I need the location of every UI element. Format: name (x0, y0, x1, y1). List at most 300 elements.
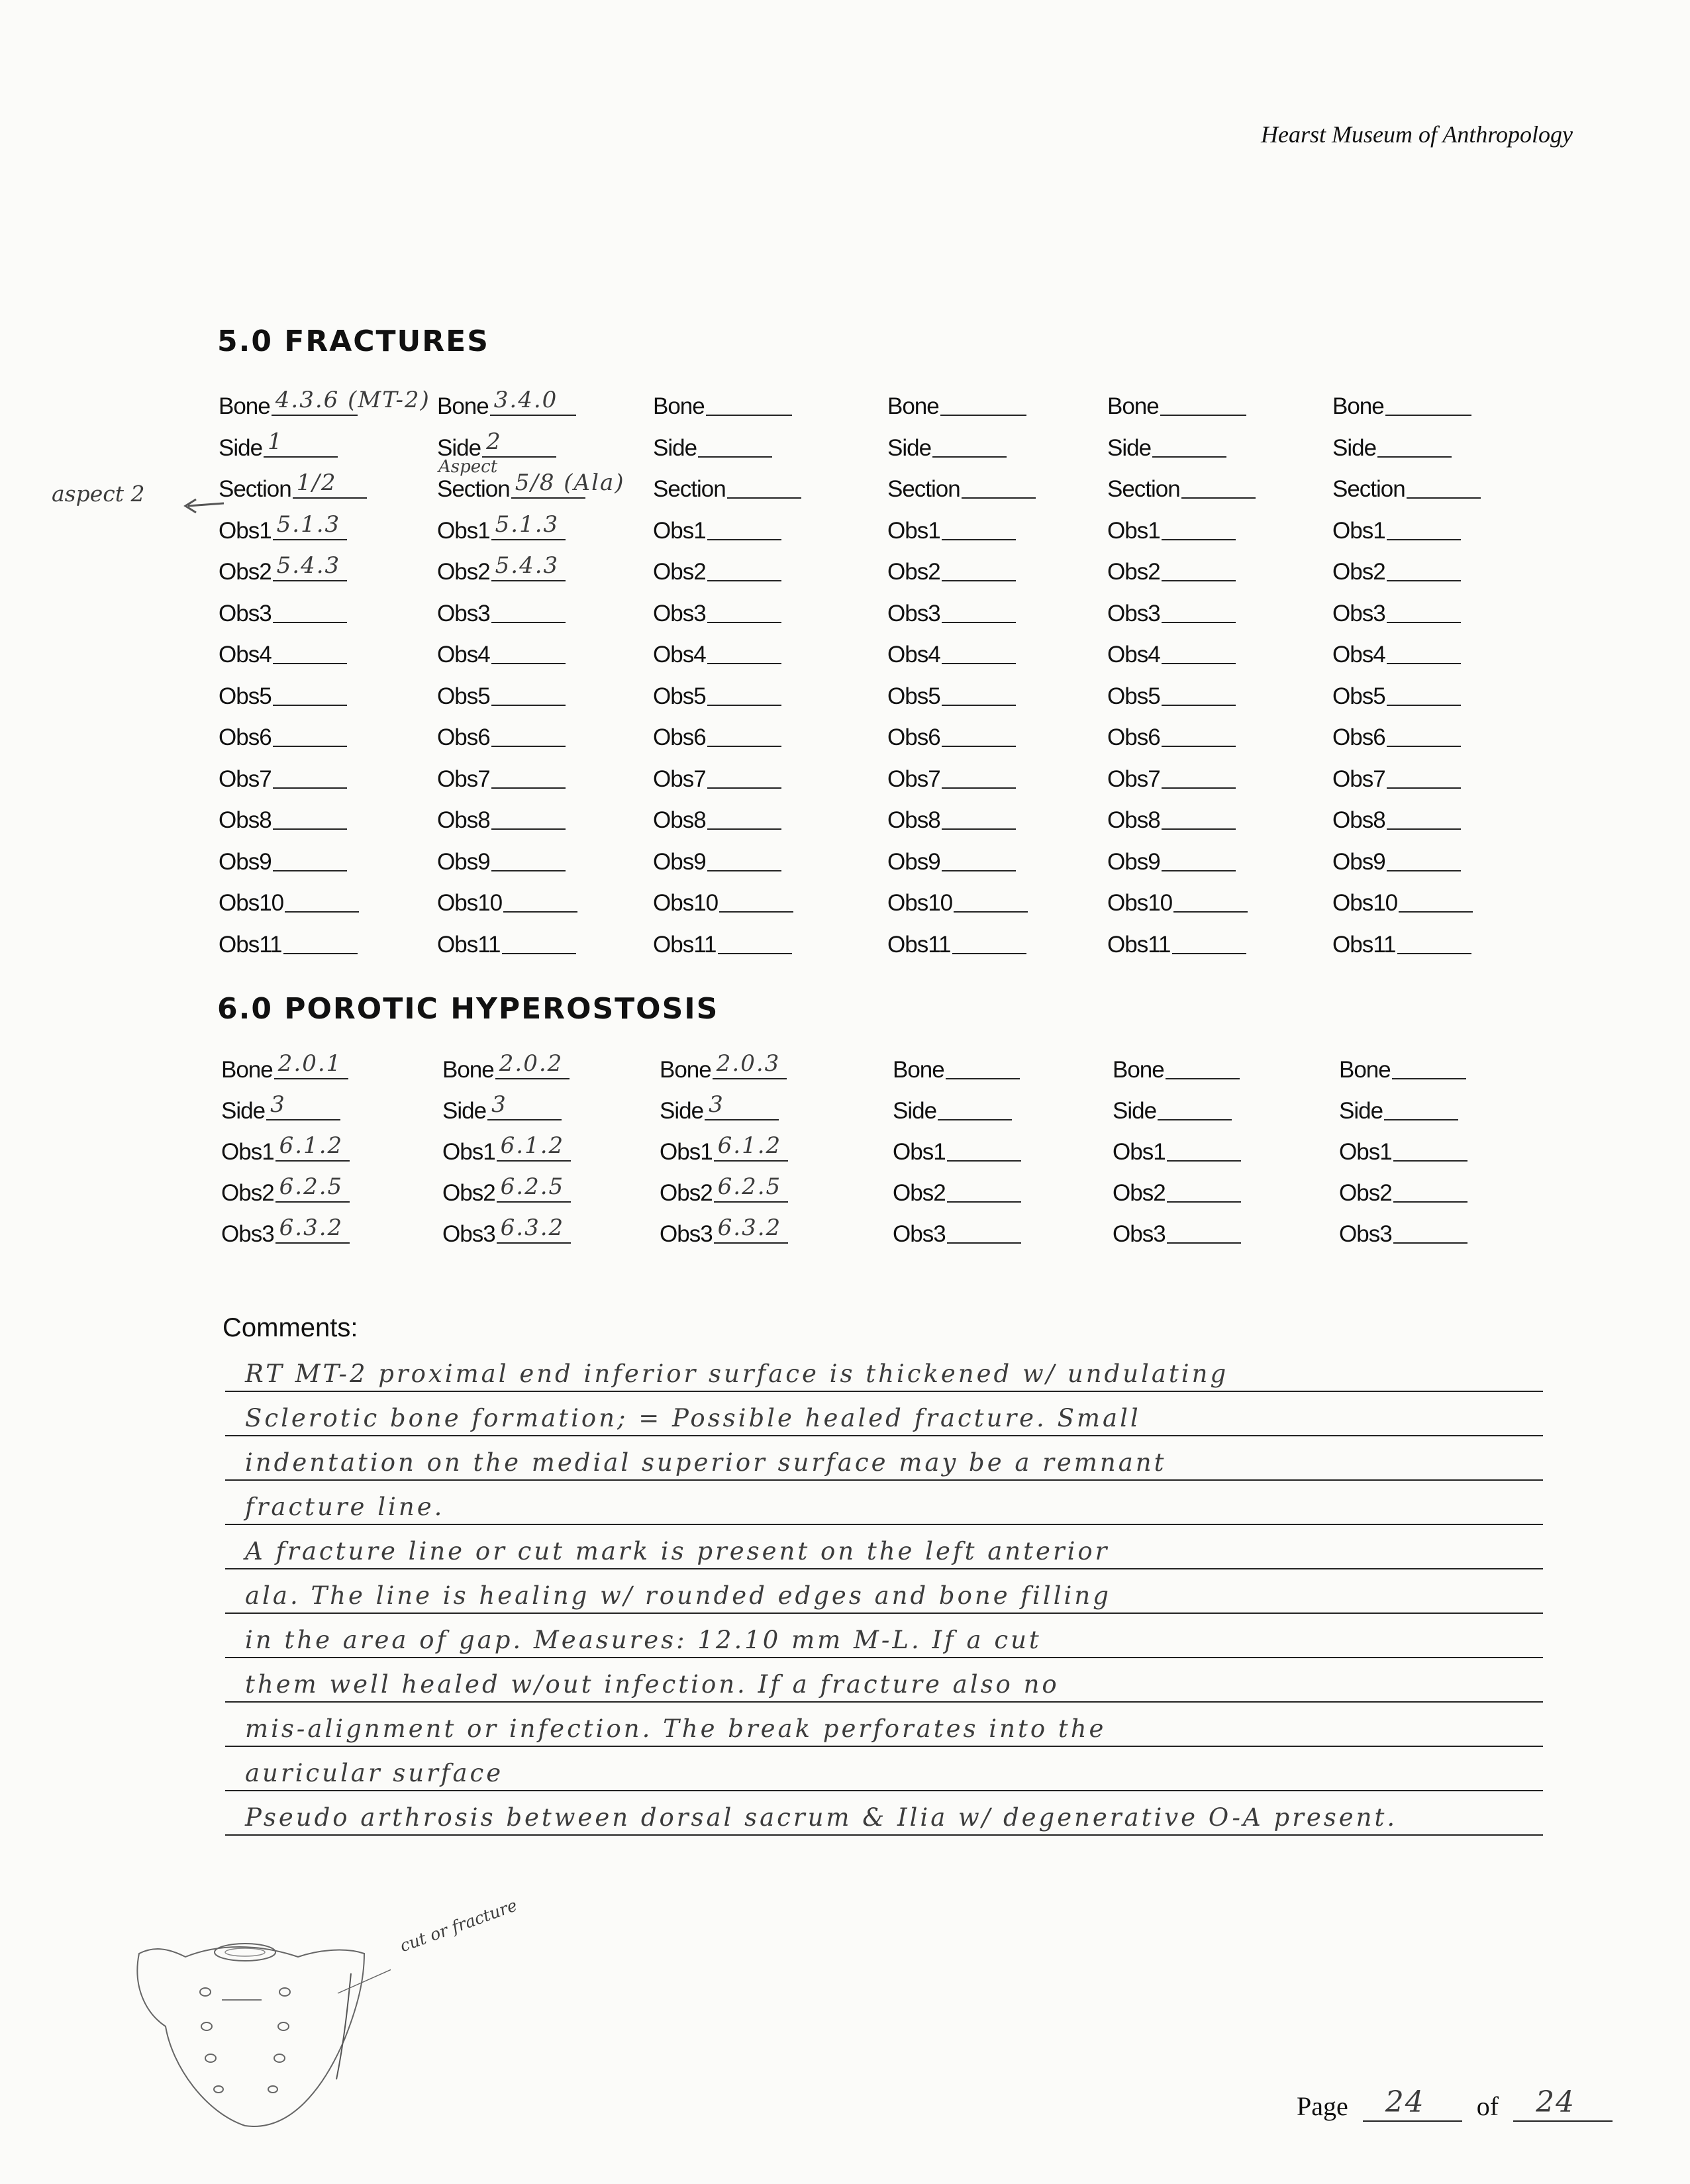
field-label: Obs1 (1332, 517, 1385, 544)
field-blank[interactable] (283, 924, 358, 954)
fractures-field-obs4 (653, 634, 781, 671)
fractures-field-section (653, 468, 801, 505)
field-blank[interactable] (1181, 468, 1256, 499)
page-number: 24 (1385, 2085, 1425, 2119)
field-blank[interactable] (491, 717, 566, 747)
field-blank[interactable] (1397, 924, 1471, 954)
field-label: Obs3 (221, 1221, 274, 1247)
field-blank[interactable] (490, 385, 576, 416)
field-blank[interactable] (954, 882, 1028, 913)
field-label: Side (1113, 1098, 1157, 1124)
fractures-field-obs10 (1107, 882, 1248, 919)
field-blank[interactable] (272, 385, 430, 416)
field-label: Obs7 (1332, 766, 1385, 792)
field-label: Obs3 (1332, 600, 1385, 626)
field-blank[interactable] (1162, 799, 1236, 830)
field-blank[interactable] (707, 593, 781, 623)
field-blank[interactable] (1167, 1131, 1241, 1162)
fractures-field-section (887, 468, 1036, 505)
field-blank[interactable] (1387, 634, 1461, 664)
field-label: Bone (1107, 393, 1159, 419)
fractures-field-obs5 (219, 675, 347, 713)
handwritten-value: 6.2.5 (717, 1173, 782, 1200)
field-blank[interactable] (273, 634, 347, 664)
comment-line (225, 1749, 1543, 1791)
field-blank[interactable] (707, 634, 781, 664)
field-blank[interactable] (707, 551, 781, 581)
handwritten-value: 4.3.6 (MT-2) (275, 387, 430, 413)
field-blank[interactable] (707, 675, 781, 706)
field-label: Obs7 (1107, 766, 1160, 792)
fractures-field-obs8 (219, 799, 347, 836)
field-blank[interactable] (947, 1213, 1021, 1244)
fractures-field-obs4 (437, 634, 566, 671)
field-blank[interactable] (273, 717, 347, 747)
fractures-field-obs11 (653, 924, 792, 961)
field-blank[interactable] (947, 1131, 1021, 1162)
field-blank[interactable] (1385, 385, 1471, 416)
field-blank[interactable] (274, 1049, 348, 1079)
field-blank[interactable] (1399, 882, 1473, 913)
field-label: Bone (893, 1057, 944, 1083)
field-blank[interactable] (1162, 758, 1236, 789)
field-label: Obs3 (437, 600, 490, 626)
field-blank[interactable] (1387, 675, 1461, 706)
field-label: Obs5 (1107, 683, 1160, 709)
field-blank[interactable] (1162, 675, 1236, 706)
handwritten-comment: them well healed w/out infection. If a fracture also no (245, 1670, 1060, 1699)
field-label: Obs10 (437, 890, 503, 916)
fractures-field-obs2 (653, 551, 781, 588)
handwritten-comment: auricular surface (245, 1759, 504, 1787)
page-total: 24 (1536, 2085, 1576, 2119)
fractures-field-obs2 (437, 551, 566, 588)
field-label: Obs9 (887, 848, 940, 875)
field-blank[interactable] (1167, 1172, 1241, 1203)
field-label: Obs8 (219, 807, 272, 833)
fractures-field-obs9 (1332, 841, 1461, 878)
field-blank[interactable] (497, 1213, 571, 1244)
fractures-field-side (1332, 427, 1452, 464)
field-blank[interactable] (266, 1090, 340, 1120)
field-blank[interactable] (946, 1049, 1020, 1079)
field-blank[interactable] (718, 924, 792, 954)
field-blank[interactable] (273, 675, 347, 706)
field-label: Obs8 (1332, 807, 1385, 833)
field-label: Obs10 (887, 890, 953, 916)
fractures-field-obs2 (887, 551, 1016, 588)
field-blank[interactable] (497, 1172, 571, 1203)
field-label: Side (893, 1098, 937, 1124)
field-blank[interactable] (1172, 924, 1246, 954)
field-blank[interactable] (942, 675, 1016, 706)
field-blank[interactable] (938, 1090, 1012, 1120)
field-label: Bone (442, 1057, 494, 1083)
fractures-field-obs10 (1332, 882, 1473, 919)
field-blank[interactable] (727, 468, 801, 499)
field-blank[interactable] (1166, 1049, 1240, 1079)
porotic-field-side (1339, 1090, 1458, 1127)
field-label: Bone (219, 393, 270, 419)
field-blank[interactable] (719, 882, 793, 913)
field-label: Obs8 (437, 807, 490, 833)
fractures-field-obs11 (887, 924, 1026, 961)
field-label: Obs9 (653, 848, 706, 875)
field-label: Bone (1332, 393, 1384, 419)
handwritten-value: 6.3.2 (717, 1215, 782, 1241)
field-blank[interactable] (707, 841, 781, 871)
fractures-field-obs3 (653, 593, 781, 630)
handwritten-value: 5/8 (Ala) (515, 470, 625, 496)
fractures-field-section (1332, 468, 1481, 505)
fractures-field-obs5 (1332, 675, 1461, 713)
fractures-field-obs11 (437, 924, 576, 961)
field-blank[interactable] (273, 841, 347, 871)
aspect-above-note: Aspect (438, 457, 498, 477)
field-blank[interactable] (713, 1049, 787, 1079)
fractures-field-obs3 (437, 593, 566, 630)
field-label: Obs9 (1332, 848, 1385, 875)
field-blank[interactable] (714, 1131, 788, 1162)
field-blank[interactable] (511, 468, 625, 499)
fractures-field-obs4 (1107, 634, 1236, 671)
fractures-field-obs7 (437, 758, 566, 795)
field-label: Obs2 (1332, 559, 1385, 585)
field-blank[interactable] (491, 758, 566, 789)
fractures-field-obs8 (1332, 799, 1461, 836)
field-blank[interactable] (714, 1172, 788, 1203)
porotic-field-bone (221, 1049, 348, 1086)
field-blank[interactable] (502, 924, 576, 954)
field-blank[interactable] (1162, 717, 1236, 747)
comment-line (225, 1660, 1543, 1703)
field-label: Obs1 (1113, 1139, 1166, 1165)
field-blank[interactable] (491, 799, 566, 830)
field-blank[interactable] (1158, 1090, 1232, 1120)
field-label: Side (219, 434, 263, 461)
field-blank[interactable] (932, 427, 1007, 458)
field-blank[interactable] (285, 882, 359, 913)
field-blank[interactable] (707, 510, 781, 540)
field-blank[interactable] (1162, 841, 1236, 871)
field-blank[interactable] (275, 1172, 350, 1203)
handwritten-value: 6.3.2 (279, 1215, 344, 1241)
handwritten-comment: RT MT-2 proximal end inferior surface is thickened w/ undulating (245, 1360, 1229, 1388)
fractures-field-obs6 (887, 717, 1016, 754)
field-blank[interactable] (1173, 882, 1248, 913)
field-label: Obs7 (437, 766, 490, 792)
fractures-field-obs2 (1107, 551, 1236, 588)
field-blank[interactable] (707, 799, 781, 830)
of-label: of (1476, 2091, 1499, 2121)
field-label: Obs1 (887, 517, 940, 544)
fractures-field-obs1 (887, 510, 1016, 547)
field-blank[interactable] (707, 717, 781, 747)
field-blank[interactable] (491, 841, 566, 871)
field-label: Obs1 (893, 1139, 946, 1165)
field-label: Obs2 (660, 1180, 713, 1206)
comment-line (225, 1483, 1543, 1525)
porotic-field-bone (1339, 1049, 1466, 1086)
handwritten-value: 6.3.2 (500, 1215, 565, 1241)
handwritten-value: 3 (491, 1091, 507, 1118)
field-blank[interactable] (940, 385, 1026, 416)
fractures-title: 5.0 FRACTURES (217, 324, 489, 358)
field-blank[interactable] (707, 758, 781, 789)
field-label: Section (653, 476, 726, 502)
field-blank[interactable] (293, 468, 367, 499)
field-label: Obs2 (442, 1180, 495, 1206)
fractures-field-obs5 (653, 675, 781, 713)
field-blank[interactable] (942, 841, 1016, 871)
porotic-field-side (442, 1090, 562, 1127)
field-blank[interactable] (1387, 717, 1461, 747)
field-label: Obs11 (437, 931, 501, 958)
fractures-field-bone (219, 385, 430, 422)
fractures-field-obs1 (219, 510, 347, 547)
field-blank[interactable] (1392, 1049, 1466, 1079)
field-label: Side (1332, 434, 1377, 461)
field-label: Bone (437, 393, 489, 419)
handwritten-comment: mis-alignment or infection. The break perforates into the (245, 1714, 1107, 1743)
field-label: Obs9 (437, 848, 490, 875)
field-label: Section (437, 476, 510, 502)
field-blank[interactable] (275, 1131, 350, 1162)
field-blank[interactable] (1387, 551, 1461, 581)
porotic-field-side (893, 1090, 1012, 1127)
field-blank[interactable] (698, 427, 772, 458)
field-blank[interactable] (942, 551, 1016, 581)
porotic-field-obs2 (1339, 1172, 1467, 1209)
fractures-field-obs8 (437, 799, 566, 836)
fractures-field-obs1 (1107, 510, 1236, 547)
fractures-field-bone (1332, 385, 1471, 422)
field-label: Obs2 (1107, 559, 1160, 585)
porotic-field-obs1 (442, 1131, 571, 1168)
handwritten-value: 3.4.0 (493, 387, 558, 413)
field-label: Obs5 (1332, 683, 1385, 709)
field-blank[interactable] (942, 758, 1016, 789)
field-blank[interactable] (947, 1172, 1021, 1203)
field-blank[interactable] (1387, 841, 1461, 871)
field-label: Obs4 (219, 642, 272, 668)
fractures-field-obs5 (887, 675, 1016, 713)
field-label: Obs6 (653, 724, 706, 750)
field-label: Obs3 (219, 600, 272, 626)
field-blank[interactable] (491, 551, 566, 581)
field-blank[interactable] (942, 717, 1016, 747)
handwritten-value: 6.2.5 (279, 1173, 344, 1200)
handwritten-value: 6.1.2 (717, 1132, 782, 1159)
aspect-margin-note: aspect 2 (52, 481, 145, 507)
field-label: Obs10 (219, 890, 284, 916)
porotic-field-obs3 (660, 1213, 788, 1250)
field-blank[interactable] (273, 593, 347, 623)
field-label: Obs1 (219, 517, 272, 544)
field-blank[interactable] (491, 510, 566, 540)
fractures-field-obs1 (1332, 510, 1461, 547)
field-blank[interactable] (962, 468, 1036, 499)
handwritten-comment: A fracture line or cut mark is present on the left anterior (245, 1537, 1110, 1565)
arrow-left-icon (183, 495, 225, 515)
field-label: Obs9 (219, 848, 272, 875)
porotic-field-obs3 (1113, 1213, 1241, 1250)
fractures-field-obs2 (219, 551, 347, 588)
field-blank[interactable] (1167, 1213, 1241, 1244)
fractures-field-obs8 (1107, 799, 1236, 836)
field-label: Section (219, 476, 291, 502)
field-blank[interactable] (942, 799, 1016, 830)
field-label: Obs5 (653, 683, 706, 709)
field-label: Obs10 (653, 890, 719, 916)
fractures-field-obs10 (653, 882, 793, 919)
porotic-field-obs1 (660, 1131, 788, 1168)
field-blank[interactable] (487, 1090, 562, 1120)
field-label: Side (660, 1098, 704, 1124)
field-blank[interactable] (273, 799, 347, 830)
field-label: Obs4 (887, 642, 940, 668)
field-label: Obs3 (893, 1221, 946, 1247)
handwritten-value: 5.4.3 (276, 552, 341, 579)
field-label: Bone (653, 393, 705, 419)
field-blank[interactable] (1162, 593, 1236, 623)
fractures-field-obs1 (437, 510, 566, 547)
field-blank[interactable] (273, 551, 347, 581)
field-blank[interactable] (1387, 593, 1461, 623)
field-label: Obs1 (660, 1139, 713, 1165)
porotic-field-bone (442, 1049, 570, 1086)
handwritten-comment: in the area of gap. Measures: 12.10 mm M-L. If a cut (245, 1626, 1042, 1654)
field-blank[interactable] (273, 510, 347, 540)
field-blank[interactable] (1407, 468, 1481, 499)
field-label: Obs11 (887, 931, 951, 958)
fractures-field-obs7 (1332, 758, 1461, 795)
porotic-field-bone (1113, 1049, 1240, 1086)
field-label: Side (1107, 434, 1152, 461)
comments-label: Comments: (223, 1313, 358, 1342)
porotic-field-obs1 (1339, 1131, 1467, 1168)
porotic-field-obs3 (1339, 1213, 1467, 1250)
field-blank[interactable] (497, 1131, 571, 1162)
field-label: Side (437, 434, 481, 461)
field-blank[interactable] (491, 634, 566, 664)
field-label: Obs10 (1332, 890, 1398, 916)
sketch-label: cut or fracture (397, 1895, 520, 1956)
fractures-field-obs4 (219, 634, 347, 671)
field-blank[interactable] (942, 634, 1016, 664)
field-blank[interactable] (942, 510, 1016, 540)
porotic-field-obs1 (221, 1131, 350, 1168)
fractures-field-obs3 (219, 593, 347, 630)
field-blank[interactable] (705, 1090, 779, 1120)
field-label: Obs7 (219, 766, 272, 792)
field-blank[interactable] (1162, 510, 1236, 540)
fractures-field-obs10 (219, 882, 359, 919)
handwritten-comment: Pseudo arthrosis between dorsal sacrum & Ilia w/ degenerative O-A present. (245, 1803, 1398, 1832)
fractures-field-bone (437, 385, 576, 422)
field-label: Obs6 (1332, 724, 1385, 750)
field-blank[interactable] (1162, 634, 1236, 664)
field-blank[interactable] (1393, 1213, 1467, 1244)
handwritten-value: 5.1.3 (276, 511, 341, 538)
porotic-field-obs3 (893, 1213, 1021, 1250)
page-footer (1297, 2085, 1620, 2122)
porotic-field-side (1113, 1090, 1232, 1127)
field-label: Obs9 (1107, 848, 1160, 875)
field-label: Obs4 (653, 642, 706, 668)
porotic-field-side (221, 1090, 340, 1127)
field-label: Bone (887, 393, 939, 419)
field-blank[interactable] (495, 1049, 570, 1079)
comment-line (225, 1527, 1543, 1569)
field-label: Side (887, 434, 932, 461)
fractures-field-obs9 (219, 841, 347, 878)
comment-line (225, 1793, 1543, 1836)
field-blank[interactable] (942, 593, 1016, 623)
handwritten-value: 6.2.5 (500, 1173, 565, 1200)
field-blank[interactable] (706, 385, 792, 416)
field-blank[interactable] (482, 427, 556, 458)
field-blank[interactable] (264, 427, 338, 458)
field-label: Section (887, 476, 960, 502)
fractures-field-obs10 (437, 882, 577, 919)
sacrum-sketch (126, 1927, 391, 2139)
handwritten-value: 1 (268, 428, 283, 455)
field-label: Obs1 (442, 1139, 495, 1165)
porotic-field-obs1 (1113, 1131, 1241, 1168)
comment-line (225, 1394, 1543, 1436)
fractures-field-obs7 (653, 758, 781, 795)
comment-line (225, 1438, 1543, 1481)
field-label: Obs7 (887, 766, 940, 792)
field-blank[interactable] (1162, 551, 1236, 581)
field-blank[interactable] (491, 593, 566, 623)
field-label: Obs3 (1107, 600, 1160, 626)
comment-line (225, 1616, 1543, 1658)
field-blank[interactable] (952, 924, 1026, 954)
porotic-field-obs2 (893, 1172, 1021, 1209)
handwritten-value: 6.1.2 (279, 1132, 344, 1159)
fractures-field-obs11 (1332, 924, 1471, 961)
fractures-field-obs3 (1332, 593, 1461, 630)
field-label: Obs2 (887, 559, 940, 585)
field-blank[interactable] (491, 675, 566, 706)
field-blank[interactable] (714, 1213, 788, 1244)
field-blank[interactable] (1393, 1131, 1467, 1162)
field-blank[interactable] (1387, 799, 1461, 830)
field-label: Side (221, 1098, 266, 1124)
field-blank[interactable] (1393, 1172, 1467, 1203)
field-blank[interactable] (1160, 385, 1246, 416)
field-blank[interactable] (1384, 1090, 1458, 1120)
field-blank[interactable] (273, 758, 347, 789)
field-label: Bone (221, 1057, 273, 1083)
field-blank[interactable] (275, 1213, 350, 1244)
fractures-field-obs10 (887, 882, 1028, 919)
field-label: Obs6 (1107, 724, 1160, 750)
field-label: Obs11 (1107, 931, 1171, 958)
comment-line (225, 1705, 1543, 1747)
field-blank[interactable] (1377, 427, 1452, 458)
field-blank[interactable] (1387, 758, 1461, 789)
field-label: Obs11 (1332, 931, 1396, 958)
field-blank[interactable] (1152, 427, 1226, 458)
fractures-field-obs4 (1332, 634, 1461, 671)
fractures-field-obs11 (1107, 924, 1246, 961)
page-total-field (1513, 2085, 1613, 2122)
field-blank[interactable] (1387, 510, 1461, 540)
field-blank[interactable] (503, 882, 577, 913)
